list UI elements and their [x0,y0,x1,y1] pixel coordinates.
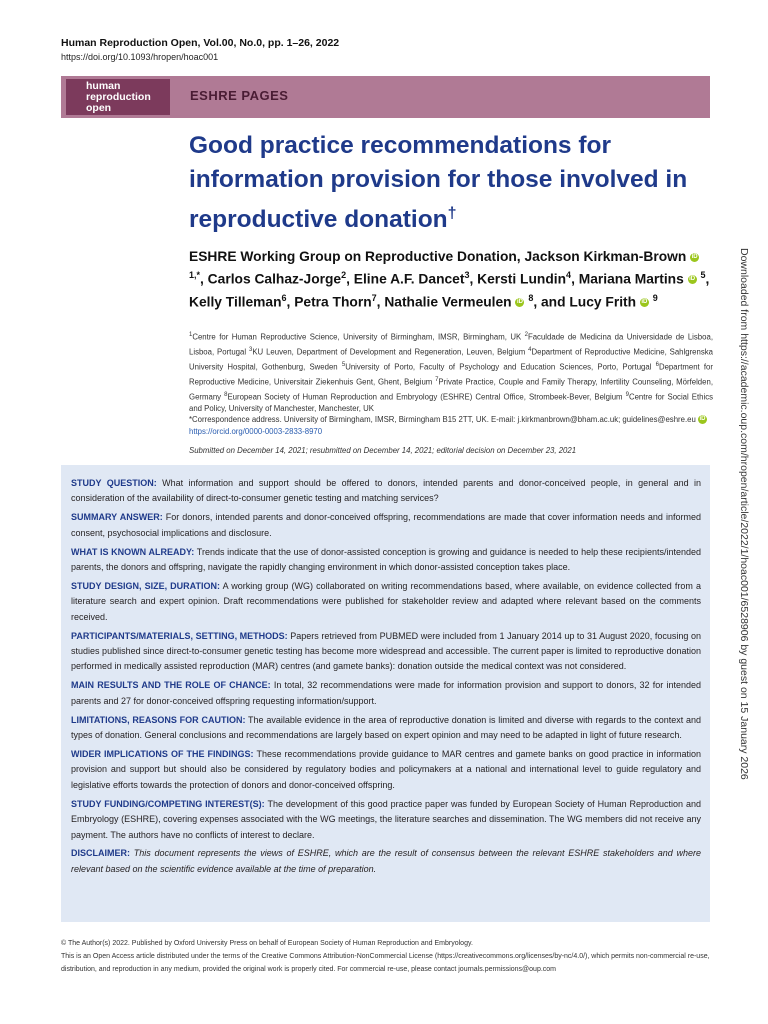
affiliation: Faculdade de Medicina da Universidade de Lisboa, Lisboa, Portugal [189,332,713,357]
affiliation: Department of Reproductive Medicine, Sahlgrenska University Hospital, Gothenburg, Sweden [189,347,713,372]
abstract-label: STUDY FUNDING/COMPETING INTEREST(S): [71,798,265,809]
author-affil: 9 [652,292,658,303]
abstract-label: LIMITATIONS, REASONS FOR CAUTION: [71,714,246,725]
abstract-paragraph [71,678,701,709]
author-list [189,247,714,311]
author-name: , and Lucy Frith [533,294,637,310]
orcid-icon[interactable]: iD [699,416,706,423]
abstract-paragraph [71,510,701,541]
affiliation: Department for Reproductive Medicine, Universitair Ziekenhuis Gent, Ghent, Belgium [189,362,713,387]
orcid-icon[interactable]: iD [641,299,648,306]
affil-number: 4 [528,346,532,353]
license-text: This is an Open Access article distributed under the terms of the Creative Commons Attribution-NonCommercial License (https://creativecommons.org/licenses/by-nc/4.0/), which permits non-commercial re-use, distribution, and reproduction in any medium, provided the original work is properly cited. For commercial re-use, please contact journals.permissions@oup.com [61,953,710,973]
author-name: , Petra Thorn [286,294,372,310]
logo-line: open [86,102,112,114]
structured-abstract [71,476,701,881]
author-name: , Kelly Tilleman [189,271,710,310]
affil-number: 9 [625,391,629,398]
license-footer [61,937,710,976]
author-affil: 2 [341,270,347,280]
logo-line: reproduction [86,91,151,103]
affil-number: 6 [655,361,659,368]
abstract-paragraph [71,629,701,675]
author-group: ESHRE Working Group on Reproductive Donation, [189,249,521,264]
abstract-text: The available evidence in the area of reproductive donation is limited and diverse with regards to the context and types of donation. General conclusions and recommendations are largely based on expert opinion and may need to be adapted in light of future research. [71,714,701,741]
affiliation: KU Leuven, Department of Development and Regeneration, Leuven, Belgium [252,347,529,357]
orcid-link[interactable]: https://orcid.org/0000-0003-2833-8970 [189,427,323,437]
author-affil: 3 [464,270,470,280]
abstract-text: These recommendations provide guidance to MAR centres and gamete banks on good practice in information provision and support but should also be considered by regulatory bodies and policymakers at a national and international level to guide regulatory and legislative efforts towards the protection of donors and donor-conceived offspring. [71,749,701,790]
abstract-text: Trends indicate that the use of donor-assisted conception is growing and guidance is needed to help these recipients/intended parents, the donors and offspring, navigate the rapidly changing environment in which donor-assisted conception takes place. [71,546,701,573]
author-affil: 7 [371,292,377,303]
abstract-text: For donors, intended parents and donor-conceived offspring, recommendations are made that cover information needs and informed consent, psychosocial implications and disclosure. [71,512,701,538]
affil-number: 3 [249,346,253,353]
abstract-label: WIDER IMPLICATIONS OF THE FINDINGS: [71,749,254,759]
section-label: ESHRE PAGES [190,88,289,103]
title-footnote-mark: † [447,205,457,222]
correspondence-text: *Correspondence address. University of Birmingham, IMSR, Birmingham B15 2TT, UK. E-mail: j.kirkmanbrown@bham.ac.uk; guidelines@eshre.eu [189,415,696,424]
doi-link[interactable]: https://doi.org/10.1093/hropen/hoac001 [61,52,219,62]
orcid-icon[interactable]: iD [689,276,696,283]
abstract-paragraph [71,713,701,744]
abstract-label: WHAT IS KNOWN ALREADY: [71,546,195,557]
orcid-icon[interactable]: iD [516,299,523,306]
affil-number: 8 [224,391,228,398]
abstract-paragraph [71,545,701,576]
author-name: , Mariana Martins [571,271,684,287]
affil-number: 5 [341,361,346,368]
abstract-paragraph [71,797,701,843]
abstract-text: Papers retrieved from PUBMED were included from 1 January 2014 up to 31 August 2020, focusing on studies published since direct-to-consumer genetic testing has become more widespread and accessible. The current paper is limited to reproductive donation performed in medically assisted reproduction (MAR) centres (and gamete banks): donation outside the medical context was not considered. [71,630,701,672]
disclaimer-paragraph [71,846,701,877]
journal-logo [66,79,170,115]
author-name: , Kersti Lundin [469,271,567,287]
affiliation: University of Porto, Faculty of Psychology and Education Sciences, Porto, Portugal [345,362,656,372]
copyright-line: © The Author(s) 2022. Published by Oxford University Press on behalf of European Society of Human Reproduction and Embryology. [61,940,473,947]
author-affil: 1,* [189,270,201,280]
author-name: , Nathalie Vermeulen [376,294,512,310]
article-title [189,129,709,237]
affil-number: 1 [189,332,193,338]
abstract-text: A working group (WG) collaborated on writing recommendations based, where available, on evidence collected from a literature search and expert opinion. Draft recommendations were published for stakeholder review and adapted where relevant based on the comments received. [71,580,702,622]
abstract-text: In total, 32 recommendations were made for information provision and support to donors, 32 for intended parents and 27 for donor-conceived offspring requesting information/support. [71,680,701,706]
disclaimer-text: This document represents the views of ESHRE, which are the result of consensus between the relevant ESHRE stakeholders and where relevant based on the scientific evidence available at the time of preparation. [71,848,701,874]
orcid-icon[interactable]: iD [691,253,698,260]
affiliation: Private Practice, Couple and Family Therapy, Infertility Counseling, Mörfelden, Germany [189,377,713,402]
abstract-paragraph [71,579,701,625]
abstract-text: The development of this good practice paper was funded by European Society of Human Reproduction and Embryology (ESHRE), covering expenses associated with the WG meetings, the literature searches and dissemination. The WG members did not receive any payment. The authors have no conflicts of interest to declare. [71,798,702,840]
affiliation: Centre for Human Reproductive Science, University of Birmingham, IMSR, Birmingham, UK [192,332,525,342]
author-affil: 5 [700,270,706,280]
author-affil: 8 [528,292,534,303]
affiliation: European Society of Human Reproduction and Embryology (ESHRE) Central Office, Strombeek-Bever, Belgium [227,392,626,402]
disclaimer-label: DISCLAIMER: [71,848,130,859]
author-affil: 6 [281,292,287,303]
download-watermark: Downloaded from https://academic.oup.com/hropen/article/2022/1/hoac001/6528906 by guest on 15 January 2026 [738,248,750,780]
journal-citation: Human Reproduction Open, Vol.00, No.0, pp. 1–26, 2022 [61,37,340,49]
abstract-label: STUDY QUESTION: [71,478,157,488]
abstract-label: STUDY DESIGN, SIZE, DURATION: [71,580,221,591]
abstract-label: MAIN RESULTS AND THE ROLE OF CHANCE: [71,680,271,691]
affiliation: Centre for Social Ethics and Policy, University of Manchester, Manchester, UK [189,392,714,414]
affil-number: 7 [435,376,439,383]
author-name: Jackson Kirkman-Brown [524,249,687,264]
abstract-paragraph [71,476,701,507]
author-name: , Eline A.F. Dancet [346,271,465,287]
correspondence-address [189,414,709,439]
logo-line: human [86,80,121,92]
affiliations [189,329,713,416]
submission-dates: Submitted on December 14, 2021; resubmitted on December 14, 2021; editorial decision on December 23, 2021 [189,446,577,455]
title-text: Good practice recommendations for information provision for those involved in reproductive donation [189,132,688,234]
author-name: , Carlos Calhaz-Jorge [200,271,342,287]
author-affil: 4 [566,270,572,280]
abstract-label: SUMMARY ANSWER: [71,512,163,523]
abstract-label: PARTICIPANTS/MATERIALS, SETTING, METHODS: [71,630,288,641]
affil-number: 2 [524,332,528,338]
abstract-text: What information and support should be offered to donors, intended parents and donor-conceived people, in general and in consideration of the availability of direct-to-consumer genetic testing and matching services? [71,478,702,504]
abstract-paragraph [71,747,701,793]
